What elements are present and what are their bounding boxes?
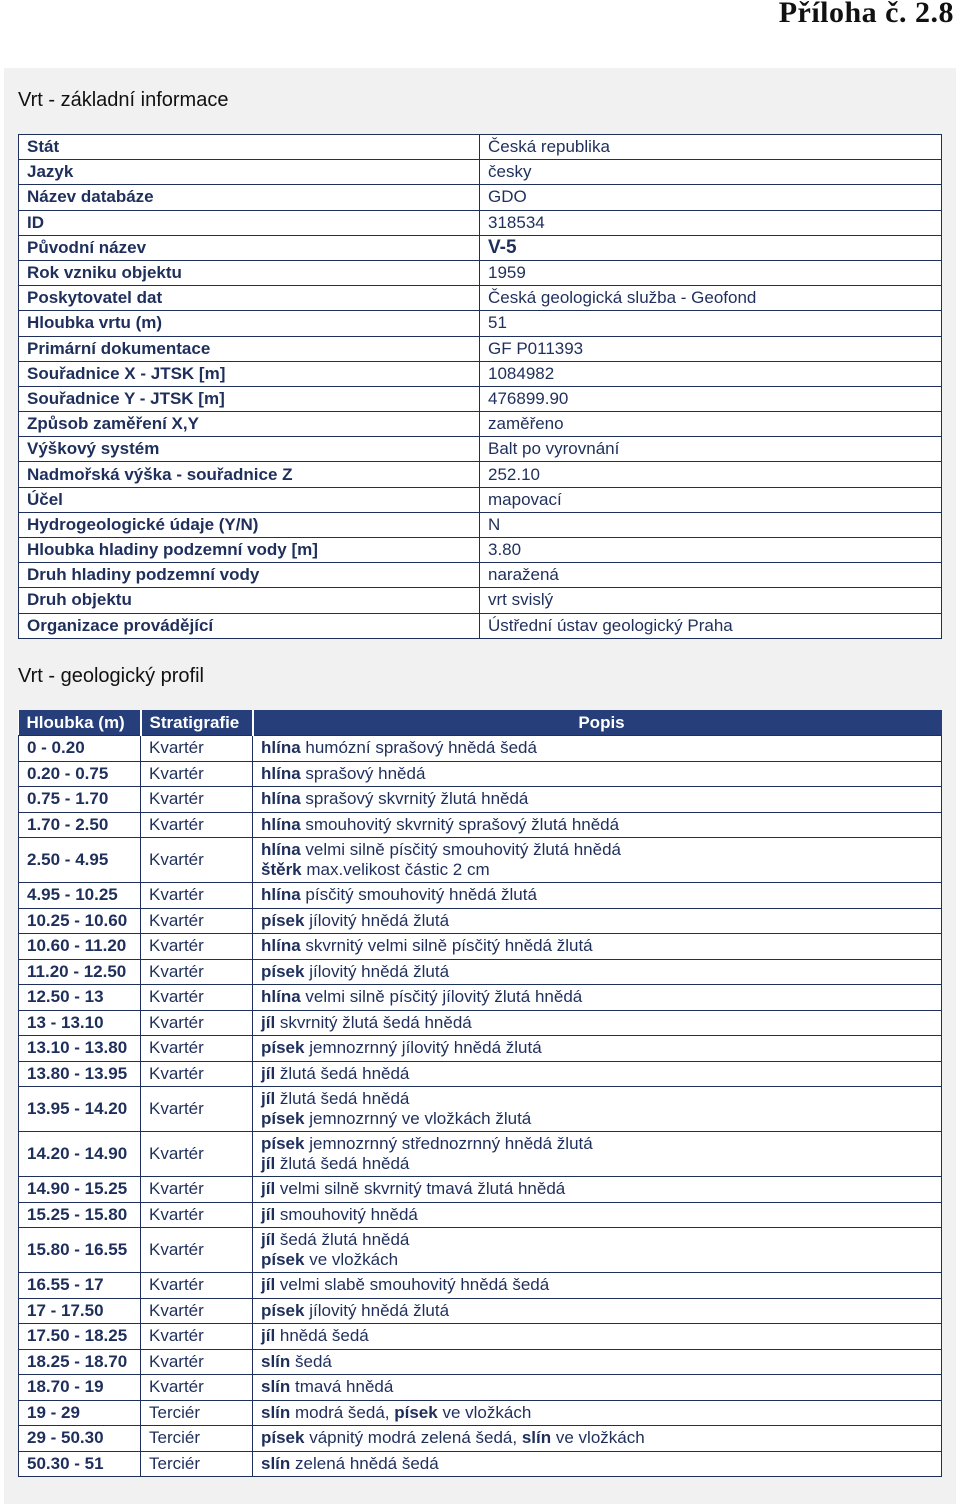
info-label: Souřadnice X - JTSK [m] (19, 361, 480, 386)
info-value: naražená (480, 563, 942, 588)
description-line (261, 738, 941, 758)
info-row (19, 311, 942, 336)
rock-attributes: velmi silně písčitý smouhovitý žlutá hnědá (300, 840, 621, 859)
description-line (261, 1377, 941, 1397)
rock-type: jíl (261, 1012, 276, 1032)
profile-row (19, 1400, 942, 1426)
rock-attributes: velmi slabě smouhovitý hnědá šedá (275, 1275, 550, 1295)
rock-type: hlína (261, 987, 301, 1007)
info-value: česky (480, 160, 942, 185)
rock-attributes: vápnitý modrá zelená šedá, (304, 1428, 522, 1448)
description-line (261, 987, 941, 1007)
rock-attributes: jílovitý hnědá žlutá (304, 910, 450, 930)
profile-table (18, 710, 942, 1477)
info-value: Česká republika (480, 135, 942, 160)
rock-type: jíl (261, 1179, 276, 1199)
description-line (261, 1179, 941, 1199)
rock-attributes: žlutá šedá hnědá (275, 1154, 410, 1173)
profile-depth: 18.70 - 19 (19, 1375, 141, 1401)
rock-type: jíl (261, 1089, 276, 1108)
profile-row (19, 1061, 942, 1087)
profile-row (19, 1324, 942, 1350)
info-value: zaměřeno (480, 412, 942, 437)
rock-type: hlína (261, 814, 301, 834)
rock-attributes: jemnozrnný ve vložkách žlutá (304, 1109, 532, 1128)
profile-depth: 4.95 - 10.25 (19, 883, 141, 909)
rock-attributes: písčitý smouhovitý hnědá žlutá (300, 885, 537, 905)
profile-description (253, 1010, 942, 1036)
profile-stratigraphy: Kvartér (141, 736, 253, 762)
profile-stratigraphy: Terciér (141, 1400, 253, 1426)
info-row (19, 386, 942, 411)
profile-depth: 1.70 - 2.50 (19, 812, 141, 838)
info-value: 318534 (480, 210, 942, 235)
description-line (261, 1089, 941, 1109)
info-label: Jazyk (19, 160, 480, 185)
info-row (19, 210, 942, 235)
profile-description (253, 934, 942, 960)
rock-attributes: jílovitý hnědá žlutá (304, 1300, 450, 1320)
profile-depth: 19 - 29 (19, 1400, 141, 1426)
rock-attributes: velmi silně skvrnitý tmavá žlutá hnědá (275, 1179, 566, 1199)
description-line (261, 885, 941, 905)
profile-depth: 2.50 - 4.95 (19, 838, 141, 883)
profile-row (19, 1010, 942, 1036)
rock-attributes: modrá šedá, (290, 1402, 395, 1422)
profile-depth: 29 - 50.30 (19, 1426, 141, 1452)
profile-stratigraphy: Kvartér (141, 787, 253, 813)
profile-header-row (19, 710, 942, 736)
info-row (19, 613, 942, 638)
rock-attributes: šedá (290, 1351, 332, 1371)
profile-depth: 15.80 - 16.55 (19, 1228, 141, 1273)
profile-row (19, 787, 942, 813)
profile-description (253, 1273, 942, 1299)
profile-description (253, 1228, 942, 1273)
profile-stratigraphy: Kvartér (141, 1132, 253, 1177)
profile-row (19, 838, 942, 883)
profile-row (19, 985, 942, 1011)
profile-stratigraphy: Kvartér (141, 1273, 253, 1299)
profile-row (19, 883, 942, 909)
rock-attributes: ve vložkách (304, 1250, 399, 1269)
description-line (261, 1250, 941, 1270)
rock-attributes: jemnozrnný střednozrnný hnědá žlutá (304, 1134, 593, 1153)
profile-depth: 14.90 - 15.25 (19, 1177, 141, 1203)
rock-attributes: žlutá šedá hnědá (275, 1063, 410, 1083)
rock-type: slín (261, 1351, 291, 1371)
profile-row (19, 761, 942, 787)
description-line (261, 789, 941, 809)
profile-row (19, 1375, 942, 1401)
profile-row (19, 934, 942, 960)
profile-depth: 10.60 - 11.20 (19, 934, 141, 960)
profile-depth: 10.25 - 10.60 (19, 908, 141, 934)
description-line (261, 1275, 941, 1295)
profile-stratigraphy: Kvartér (141, 985, 253, 1011)
info-row (19, 135, 942, 160)
description-line (261, 936, 941, 956)
profile-stratigraphy: Kvartér (141, 1010, 253, 1036)
info-value: vrt svislý (480, 588, 942, 613)
rock-type: hlína (261, 840, 301, 859)
rock-type: písek (261, 910, 305, 930)
header-stratigraphy: Stratigrafie (141, 710, 253, 736)
profile-description (253, 736, 942, 762)
description-line (261, 1038, 941, 1058)
profile-row (19, 959, 942, 985)
profile-row (19, 908, 942, 934)
profile-description (253, 787, 942, 813)
info-row (19, 538, 942, 563)
rock-type: slín (261, 1377, 291, 1397)
profile-row (19, 1087, 942, 1132)
rock-type: písek (261, 1109, 305, 1128)
rock-attributes: hnědá šedá (275, 1326, 369, 1346)
rock-attributes: smouhovitý hnědá (275, 1204, 418, 1224)
info-label: Rok vzniku objektu (19, 260, 480, 285)
profile-row (19, 1177, 942, 1203)
description-line (261, 1230, 941, 1250)
description-line (261, 1352, 941, 1372)
rock-type: jíl (261, 1063, 276, 1083)
info-label: Druh hladiny podzemní vody (19, 563, 480, 588)
info-label: Původní název (19, 235, 480, 260)
description-line (261, 815, 941, 835)
rock-attributes: velmi silně písčitý jílovitý žlutá hnědá (300, 987, 583, 1007)
rock-attributes: humózní sprašový hnědá šedá (300, 738, 537, 758)
profile-depth: 13.95 - 14.20 (19, 1087, 141, 1132)
rock-type: slín (521, 1428, 552, 1448)
profile-depth: 50.30 - 51 (19, 1451, 141, 1477)
info-label: Organizace provádějící (19, 613, 480, 638)
profile-stratigraphy: Kvartér (141, 1349, 253, 1375)
rock-attributes: skvrnitý žlutá šedá hnědá (275, 1012, 472, 1032)
info-row (19, 487, 942, 512)
info-value: Česká geologická služba - Geofond (480, 286, 942, 311)
profile-description (253, 1400, 942, 1426)
profile-description (253, 1177, 942, 1203)
info-value: Ústřední ústav geologický Praha (480, 613, 942, 638)
profile-depth: 13 - 13.10 (19, 1010, 141, 1036)
profile-description (253, 1298, 942, 1324)
rock-attributes: ve vložkách (437, 1402, 532, 1422)
profile-stratigraphy: Kvartér (141, 1228, 253, 1273)
description-line (261, 1109, 941, 1129)
profile-stratigraphy: Terciér (141, 1451, 253, 1477)
profile-description (253, 1036, 942, 1062)
rock-attributes: sprašový hnědá (300, 763, 426, 783)
description-line (261, 764, 941, 784)
profile-description (253, 985, 942, 1011)
profile-stratigraphy: Kvartér (141, 883, 253, 909)
profile-row (19, 1426, 942, 1452)
profile-description (253, 959, 942, 985)
header-depth: Hloubka (m) (19, 710, 141, 736)
info-row (19, 286, 942, 311)
info-label: Nadmořská výška - souřadnice Z (19, 462, 480, 487)
info-label: Název databáze (19, 185, 480, 210)
profile-depth: 0.20 - 0.75 (19, 761, 141, 787)
profile-stratigraphy: Kvartér (141, 1087, 253, 1132)
rock-type: písek (261, 1250, 305, 1269)
profile-description (253, 1132, 942, 1177)
header-description: Popis (253, 710, 942, 736)
rock-type: hlína (261, 738, 301, 758)
description-line (261, 962, 941, 982)
rock-type: písek (261, 1428, 305, 1448)
rock-attributes: skvrnitý velmi silně písčitý hnědá žlutá (300, 936, 593, 956)
rock-type: písek (261, 1300, 305, 1320)
profile-row (19, 1036, 942, 1062)
profile-depth: 13.80 - 13.95 (19, 1061, 141, 1087)
profile-depth: 16.55 - 17 (19, 1273, 141, 1299)
rock-type: písek (261, 1134, 305, 1153)
profile-description (253, 908, 942, 934)
profile-row (19, 1349, 942, 1375)
info-label: Způsob zaměření X,Y (19, 412, 480, 437)
rock-type: slín (261, 1402, 291, 1422)
rock-type: štěrk (261, 860, 302, 879)
appendix-label: Příloha č. 2.8 (778, 0, 954, 29)
profile-depth: 17 - 17.50 (19, 1298, 141, 1324)
rock-type: písek (261, 961, 305, 981)
profile-section-title: Vrt - geologický profil (18, 665, 204, 687)
info-label: Hloubka hladiny podzemní vody [m] (19, 538, 480, 563)
profile-depth: 11.20 - 12.50 (19, 959, 141, 985)
info-value: mapovací (480, 487, 942, 512)
rock-type: jíl (261, 1326, 276, 1346)
info-row (19, 235, 942, 260)
profile-stratigraphy: Kvartér (141, 934, 253, 960)
info-label: Účel (19, 487, 480, 512)
profile-stratigraphy: Kvartér (141, 959, 253, 985)
rock-attributes: žlutá šedá hnědá (275, 1089, 410, 1108)
description-line (261, 1064, 941, 1084)
info-row (19, 437, 942, 462)
profile-description (253, 1324, 942, 1350)
profile-stratigraphy: Kvartér (141, 1375, 253, 1401)
profile-description (253, 812, 942, 838)
info-row (19, 512, 942, 537)
profile-row (19, 1132, 942, 1177)
info-row (19, 563, 942, 588)
profile-description (253, 1061, 942, 1087)
rock-attributes: sprašový skvrnitý žlutá hnědá (300, 789, 529, 809)
info-row (19, 412, 942, 437)
info-label: Výškový systém (19, 437, 480, 462)
description-line (261, 1013, 941, 1033)
description-line (261, 1403, 941, 1423)
profile-depth: 12.50 - 13 (19, 985, 141, 1011)
rock-attributes: jílovitý hnědá žlutá (304, 961, 450, 981)
profile-stratigraphy: Kvartér (141, 1202, 253, 1228)
profile-depth: 15.25 - 15.80 (19, 1202, 141, 1228)
info-row (19, 185, 942, 210)
profile-description (253, 1349, 942, 1375)
info-value: GDO (480, 185, 942, 210)
profile-row (19, 1202, 942, 1228)
rock-type: slín (261, 1453, 291, 1473)
info-row (19, 361, 942, 386)
rock-attributes: ve vložkách (551, 1428, 645, 1448)
info-row (19, 260, 942, 285)
description-line (261, 860, 941, 880)
info-value: 1084982 (480, 361, 942, 386)
rock-type: jíl (261, 1154, 276, 1173)
profile-description (253, 1087, 942, 1132)
info-value: Balt po vyrovnání (480, 437, 942, 462)
info-row (19, 336, 942, 361)
profile-description (253, 761, 942, 787)
profile-depth: 14.20 - 14.90 (19, 1132, 141, 1177)
profile-stratigraphy: Kvartér (141, 761, 253, 787)
description-line (261, 1428, 941, 1448)
profile-stratigraphy: Terciér (141, 1426, 253, 1452)
info-value: N (480, 512, 942, 537)
profile-stratigraphy: Kvartér (141, 1324, 253, 1350)
profile-row (19, 1298, 942, 1324)
description-line (261, 1205, 941, 1225)
info-label: Primární dokumentace (19, 336, 480, 361)
description-line (261, 911, 941, 931)
description-line (261, 840, 941, 860)
info-value: GF P011393 (480, 336, 942, 361)
description-line (261, 1454, 941, 1474)
profile-description (253, 1202, 942, 1228)
rock-type: hlína (261, 936, 301, 956)
profile-stratigraphy: Kvartér (141, 908, 253, 934)
info-row (19, 588, 942, 613)
info-value: 476899.90 (480, 386, 942, 411)
description-line (261, 1326, 941, 1346)
info-value: V-5 (480, 235, 942, 260)
info-label: Stát (19, 135, 480, 160)
profile-depth: 0 - 0.20 (19, 736, 141, 762)
profile-description (253, 1375, 942, 1401)
profile-stratigraphy: Kvartér (141, 812, 253, 838)
rock-attributes: jemnozrnný jílovitý hnědá žlutá (304, 1038, 542, 1058)
rock-type: jíl (261, 1230, 276, 1249)
profile-description (253, 838, 942, 883)
description-line (261, 1301, 941, 1321)
rock-type: jíl (261, 1204, 276, 1224)
profile-depth: 18.25 - 18.70 (19, 1349, 141, 1375)
rock-type: hlína (261, 885, 301, 905)
info-label: Poskytovatel dat (19, 286, 480, 311)
rock-attributes: max.velikost částic 2 cm (301, 860, 490, 879)
rock-type: jíl (261, 1275, 276, 1295)
profile-row (19, 736, 942, 762)
info-row (19, 462, 942, 487)
info-label: Druh objektu (19, 588, 480, 613)
rock-type: písek (394, 1402, 438, 1422)
rock-attributes: smouhovitý skvrnitý sprašový žlutá hnědá (300, 814, 620, 834)
info-section-title: Vrt - základní informace (18, 89, 229, 111)
profile-depth: 0.75 - 1.70 (19, 787, 141, 813)
profile-stratigraphy: Kvartér (141, 1061, 253, 1087)
info-row (19, 160, 942, 185)
info-value: 51 (480, 311, 942, 336)
rock-type: hlína (261, 789, 301, 809)
profile-row (19, 1228, 942, 1273)
description-line (261, 1134, 941, 1154)
profile-stratigraphy: Kvartér (141, 1177, 253, 1203)
description-line (261, 1154, 941, 1174)
profile-row (19, 812, 942, 838)
info-label: Hydrogeologické údaje (Y/N) (19, 512, 480, 537)
rock-attributes: zelená hnědá šedá (290, 1453, 439, 1473)
info-table (18, 134, 942, 639)
info-label: Hloubka vrtu (m) (19, 311, 480, 336)
rock-type: hlína (261, 763, 301, 783)
info-value: 1959 (480, 260, 942, 285)
info-label: Souřadnice Y - JTSK [m] (19, 386, 480, 411)
rock-attributes: tmavá hnědá (290, 1377, 394, 1397)
rock-type: písek (261, 1038, 305, 1058)
profile-stratigraphy: Kvartér (141, 838, 253, 883)
profile-description (253, 883, 942, 909)
profile-row (19, 1273, 942, 1299)
profile-description (253, 1426, 942, 1452)
profile-stratigraphy: Kvartér (141, 1298, 253, 1324)
info-value: 252.10 (480, 462, 942, 487)
profile-description (253, 1451, 942, 1477)
profile-depth: 17.50 - 18.25 (19, 1324, 141, 1350)
profile-depth: 13.10 - 13.80 (19, 1036, 141, 1062)
info-value: 3.80 (480, 538, 942, 563)
profile-stratigraphy: Kvartér (141, 1036, 253, 1062)
profile-row (19, 1451, 942, 1477)
rock-attributes: šedá žlutá hnědá (275, 1230, 410, 1249)
info-label: ID (19, 210, 480, 235)
